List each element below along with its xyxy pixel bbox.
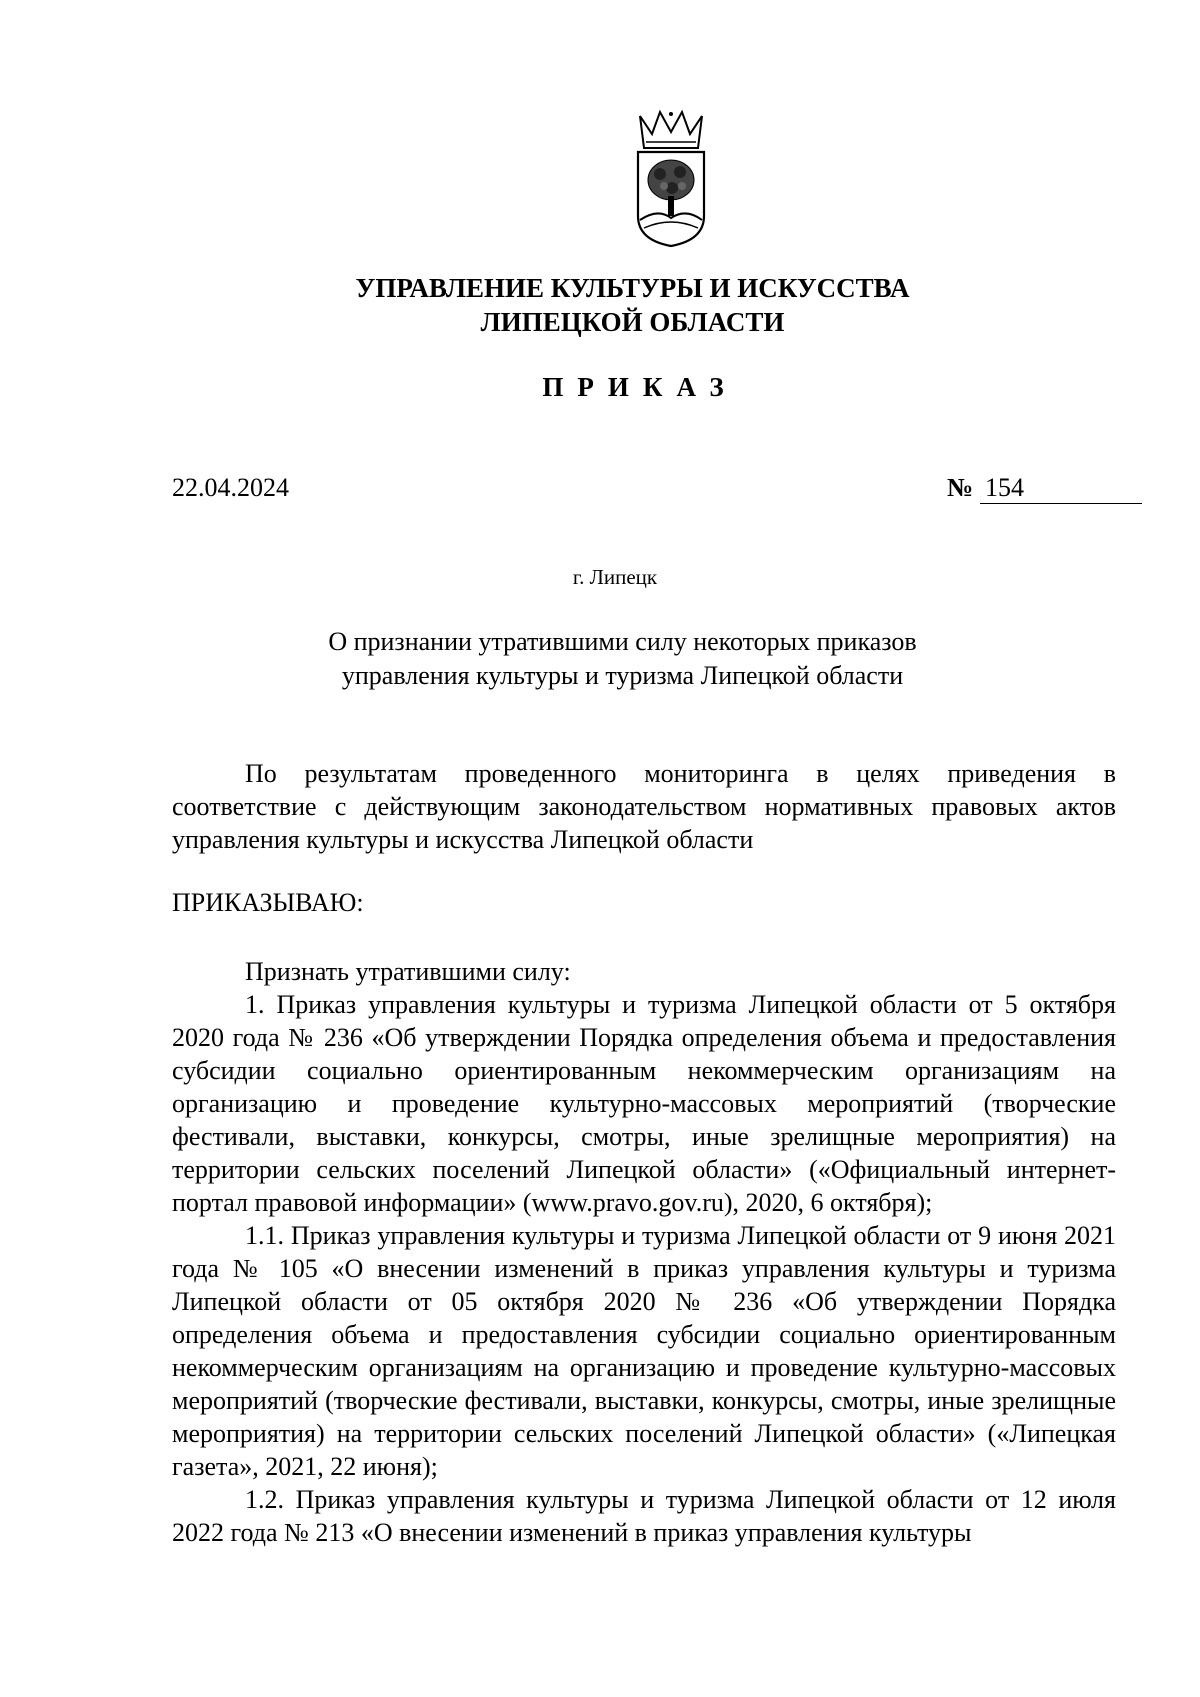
- coat-of-arms-icon: [630, 108, 712, 250]
- document-date: 22.04.2024: [172, 473, 289, 502]
- organization-name-line2: ЛИПЕЦКОЙ ОБЛАСТИ: [480, 307, 785, 337]
- order-item-1-1: 1.1. Приказ управления культуры и туризма Липецкой области от 9 июня 2021 года № 105 «О внесении изменений в приказ управления культуры и туризма Липецкой области от 05 октября 2020 № 236 «Об утверждении Порядка определения объема и предоставления субсидии социально ориентированным некоммерческим организациям на организацию и проведение культурно-массовых мероприятий (творческие фестивали, выставки, конкурсы, смотры, иные зрелищные мероприятия) на территории сельских поселений Липецкой области» («Липецкая газета», 2021, 22 июня);: [172, 1221, 1116, 1481]
- organization-name-line1: УПРАВЛЕНИЕ КУЛЬТУРЫ И ИСКУССТВА: [355, 273, 910, 303]
- number-sign: №: [947, 473, 974, 502]
- order-item-1: 1. Приказ управления культуры и туризма Липецкой области от 5 октября 2020 года № 236 «Об утверждении Порядка определения объема и предоставления субсидии социально ориентированным некоммерческим организациям на организацию и проведение культурно-массовых мероприятий (творческие фестивали, выставки, конкурсы, смотры, иные зрелищные мероприятия) на территории сельских поселений Липецкой области» («Официальный интернет-портал правовой информации» (www.pravo.gov.ru), 2020, 6 октября);: [172, 990, 1116, 1217]
- document-city: г. Липецк: [572, 565, 658, 589]
- document-number: 154: [980, 473, 1142, 504]
- order-items: [172, 955, 1116, 1549]
- document-type: ПРИКАЗ: [542, 372, 738, 402]
- preamble-paragraph: По результатам проведенного мониторинга в целях приведения в соответствие с действующим законодательством нормативных правовых актов управления культуры и искусства Липецкой области: [172, 759, 1116, 854]
- item-heading: Признать утратившими силу:: [245, 957, 571, 986]
- order-word: ПРИКАЗЫВАЮ:: [172, 888, 364, 917]
- order-item-1-2: 1.2. Приказ управления культуры и туризма Липецкой области от 12 июля 2022 года № 213 «О внесении изменений в приказ управления культуры: [172, 1485, 1116, 1547]
- document-subject: [0, 625, 1200, 693]
- subject-line1: О признании утратившими силу некоторых приказов: [328, 627, 917, 656]
- subject-line2: управления культуры и туризма Липецкой области: [341, 661, 904, 690]
